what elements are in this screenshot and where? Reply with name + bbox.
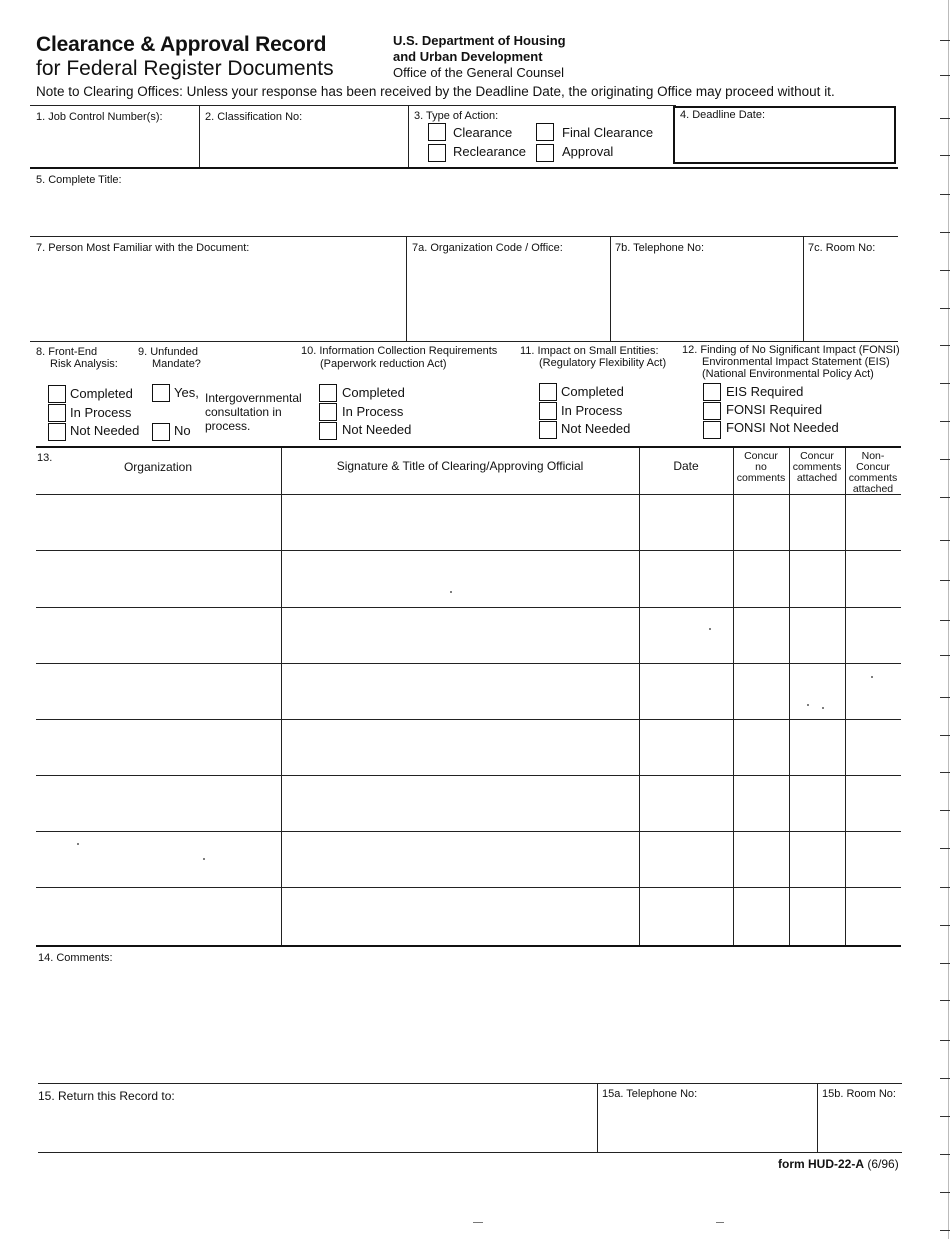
approval-label: Approval	[562, 144, 614, 159]
col-concur-comments-header: Concur comments attached	[792, 450, 842, 484]
scan-mark	[940, 118, 950, 119]
small-entities-not-needed-checkbox[interactable]	[539, 421, 557, 439]
section9-sublabel: Mandate?	[152, 358, 201, 370]
form-title: Clearance & Approval Record	[36, 33, 327, 56]
scan-mark	[940, 1040, 950, 1041]
final-clearance-checkbox[interactable]	[536, 123, 554, 141]
scan-mark	[940, 308, 950, 309]
fonsi-required-label: FONSI Required	[726, 402, 823, 417]
scan-mark	[940, 75, 950, 76]
divider	[597, 1084, 598, 1152]
scan-mark	[940, 735, 950, 736]
room-label: 7c. Room No:	[808, 242, 876, 254]
job-control-label: 1. Job Control Number(s):	[36, 111, 163, 123]
section11-sublabel: (Regulatory Flexibility Act)	[539, 357, 667, 369]
info-not-needed-label: Not Needed	[342, 422, 412, 437]
scan-speck	[822, 707, 824, 709]
form-revision-date: (6/96)	[867, 1157, 899, 1171]
section12-sublabel1: Environmental Impact Statement (EIS)	[702, 356, 890, 368]
return-telephone-field[interactable]	[602, 1104, 812, 1150]
scan-mark	[940, 1230, 950, 1231]
scan-mark	[940, 232, 950, 233]
intergovernmental-note-line3: process.	[205, 419, 251, 433]
clearing-note: Note to Clearing Offices: Unless your response has been received by the Deadline Date, the originating Office may proceed without it.	[36, 84, 835, 99]
section12-label: 12. Finding of No Significant Impact (FONSI)	[682, 344, 900, 356]
scan-mark	[940, 497, 950, 498]
scan-mark	[940, 810, 950, 811]
form-number: form HUD-22-A	[778, 1157, 865, 1171]
telephone-field[interactable]	[615, 258, 799, 338]
mandate-no-label: No	[174, 423, 191, 438]
return-room-label: 15b. Room No:	[822, 1088, 896, 1100]
divider	[817, 1084, 818, 1152]
mandate-no-checkbox[interactable]	[152, 423, 170, 441]
scan-speck	[807, 704, 809, 706]
scan-mark	[940, 963, 950, 964]
scan-speck	[77, 843, 79, 845]
risk-in-process-checkbox[interactable]	[48, 404, 66, 422]
reclearance-label: Reclearance	[453, 144, 526, 159]
scan-mark	[940, 697, 950, 698]
scan-mark	[940, 155, 950, 156]
org-code-label: 7a. Organization Code / Office:	[412, 242, 563, 254]
scan-mark	[940, 620, 950, 621]
fonsi-not-needed-checkbox[interactable]	[703, 421, 721, 439]
divider	[408, 106, 409, 167]
table-row[interactable]	[36, 608, 901, 663]
section8-sublabel: Risk Analysis:	[50, 358, 118, 370]
agency-name-line2: and Urban Development	[393, 49, 543, 64]
divider	[30, 105, 676, 106]
mandate-yes-checkbox[interactable]	[152, 384, 170, 402]
scan-mark	[940, 655, 950, 656]
scan-mark	[940, 1000, 950, 1001]
approval-checkbox[interactable]	[536, 144, 554, 162]
clearance-label: Clearance	[453, 125, 513, 140]
deadline-date-label: 4. Deadline Date:	[680, 109, 765, 121]
scan-mark	[940, 194, 950, 195]
table-row[interactable]	[36, 495, 901, 550]
table-row[interactable]	[36, 776, 901, 831]
info-in-process-checkbox[interactable]	[319, 403, 337, 421]
scan-mark	[940, 1078, 950, 1079]
risk-completed-label: Completed	[70, 386, 133, 401]
col-date-header: Date	[673, 459, 699, 473]
scan-mark	[940, 40, 950, 41]
info-completed-label: Completed	[342, 385, 405, 400]
eis-required-label: EIS Required	[726, 384, 804, 399]
section9-label: 9. Unfunded	[138, 346, 198, 358]
table-row[interactable]	[36, 664, 901, 719]
info-not-needed-checkbox[interactable]	[319, 422, 337, 440]
scan-speck	[450, 591, 452, 593]
clearance-checkbox[interactable]	[428, 123, 446, 141]
job-control-field[interactable]	[36, 126, 194, 164]
divider	[803, 237, 804, 341]
scan-speck	[203, 858, 205, 860]
fonsi-not-needed-label: FONSI Not Needed	[726, 420, 839, 435]
intergovernmental-note-line2: consultation in	[205, 405, 282, 419]
small-entities-completed-checkbox[interactable]	[539, 383, 557, 401]
risk-not-needed-checkbox[interactable]	[48, 423, 66, 441]
org-code-field[interactable]	[412, 258, 606, 338]
final-clearance-label: Final Clearance	[562, 125, 654, 140]
scan-mark	[940, 1116, 950, 1117]
risk-in-process-label: In Process	[70, 405, 132, 420]
table-row[interactable]	[36, 551, 901, 607]
col-nonconcur-header: Non-Concur comments attached	[848, 450, 898, 495]
classification-field[interactable]	[205, 126, 403, 164]
reclearance-checkbox[interactable]	[428, 144, 446, 162]
agency-name-line1: U.S. Department of Housing	[393, 33, 566, 48]
table-row[interactable]	[36, 832, 901, 887]
scan-mark	[940, 925, 950, 926]
mandate-yes-label: Yes,	[174, 385, 199, 400]
section12-sublabel2: (National Environmental Policy Act)	[702, 368, 874, 380]
person-familiar-label: 7. Person Most Familiar with the Document:	[36, 242, 250, 254]
divider	[38, 1083, 902, 1084]
small-entities-not-needed-label: Not Needed	[561, 421, 631, 436]
section10-sublabel: (Paperwork reduction Act)	[320, 358, 447, 370]
scan-mark	[940, 345, 950, 346]
complete-title-label: 5. Complete Title:	[36, 174, 122, 186]
comments-label: 14. Comments:	[38, 952, 113, 964]
form-subtitle: for Federal Register Documents	[36, 57, 334, 80]
return-to-label: 15. Return this Record to:	[38, 1089, 175, 1103]
section8-label: 8. Front-End	[36, 346, 98, 358]
divider	[199, 106, 200, 167]
scan-speck	[871, 676, 873, 678]
table-row[interactable]	[36, 720, 901, 775]
scan-mark	[940, 459, 950, 460]
table-bottom-border	[36, 945, 901, 947]
return-room-field[interactable]	[822, 1104, 900, 1150]
scan-mark	[940, 270, 950, 271]
info-in-process-label: In Process	[342, 404, 404, 419]
complete-title-field[interactable]	[36, 190, 898, 234]
return-telephone-label: 15a. Telephone No:	[602, 1088, 698, 1100]
scan-mark	[940, 383, 950, 384]
divider	[30, 167, 898, 169]
info-completed-checkbox[interactable]	[319, 384, 337, 402]
col-signature-header: Signature & Title of Clearing/Approving Official	[336, 459, 584, 473]
person-familiar-field[interactable]	[36, 258, 402, 338]
scan-mark	[716, 1222, 724, 1223]
small-entities-completed-label: Completed	[561, 384, 624, 399]
room-field[interactable]	[808, 258, 896, 338]
scan-mark	[940, 848, 950, 849]
scan-mark	[940, 421, 950, 422]
scan-speck	[709, 628, 711, 630]
risk-completed-checkbox[interactable]	[48, 385, 66, 403]
col-organization-header: Organization	[123, 460, 193, 474]
table-top-border	[36, 446, 901, 448]
form-identifier	[778, 1157, 899, 1171]
scan-mark	[940, 1154, 950, 1155]
table-row[interactable]	[36, 888, 901, 944]
risk-not-needed-label: Not Needed	[70, 423, 140, 438]
eis-required-checkbox[interactable]	[703, 383, 721, 401]
small-entities-in-process-checkbox[interactable]	[539, 402, 557, 420]
divider	[610, 237, 611, 341]
divider	[30, 341, 898, 342]
classification-label: 2. Classification No:	[205, 111, 303, 123]
scan-mark	[940, 1192, 950, 1193]
scan-mark	[940, 887, 950, 888]
intergovernmental-note-line1: Intergovernmental	[205, 391, 302, 405]
table-number-label: 13.	[37, 452, 53, 464]
small-entities-in-process-label: In Process	[561, 403, 623, 418]
divider	[406, 237, 407, 341]
fonsi-required-checkbox[interactable]	[703, 402, 721, 420]
divider	[30, 236, 898, 237]
scan-mark	[940, 540, 950, 541]
comments-field[interactable]	[38, 968, 900, 1080]
col-concur-no-comments-header: Concur no comments	[736, 450, 786, 484]
agency-office: Office of the General Counsel	[393, 65, 565, 80]
telephone-label: 7b. Telephone No:	[615, 242, 705, 254]
scan-mark	[940, 772, 950, 773]
divider	[38, 1152, 902, 1153]
return-to-field[interactable]	[38, 1106, 592, 1150]
scan-mark	[473, 1222, 483, 1223]
type-of-action-label: 3. Type of Action:	[414, 110, 499, 122]
section10-label: 10. Information Collection Requirements	[301, 345, 498, 357]
scan-mark	[940, 580, 950, 581]
section11-label: 11. Impact on Small Entities:	[520, 345, 659, 357]
